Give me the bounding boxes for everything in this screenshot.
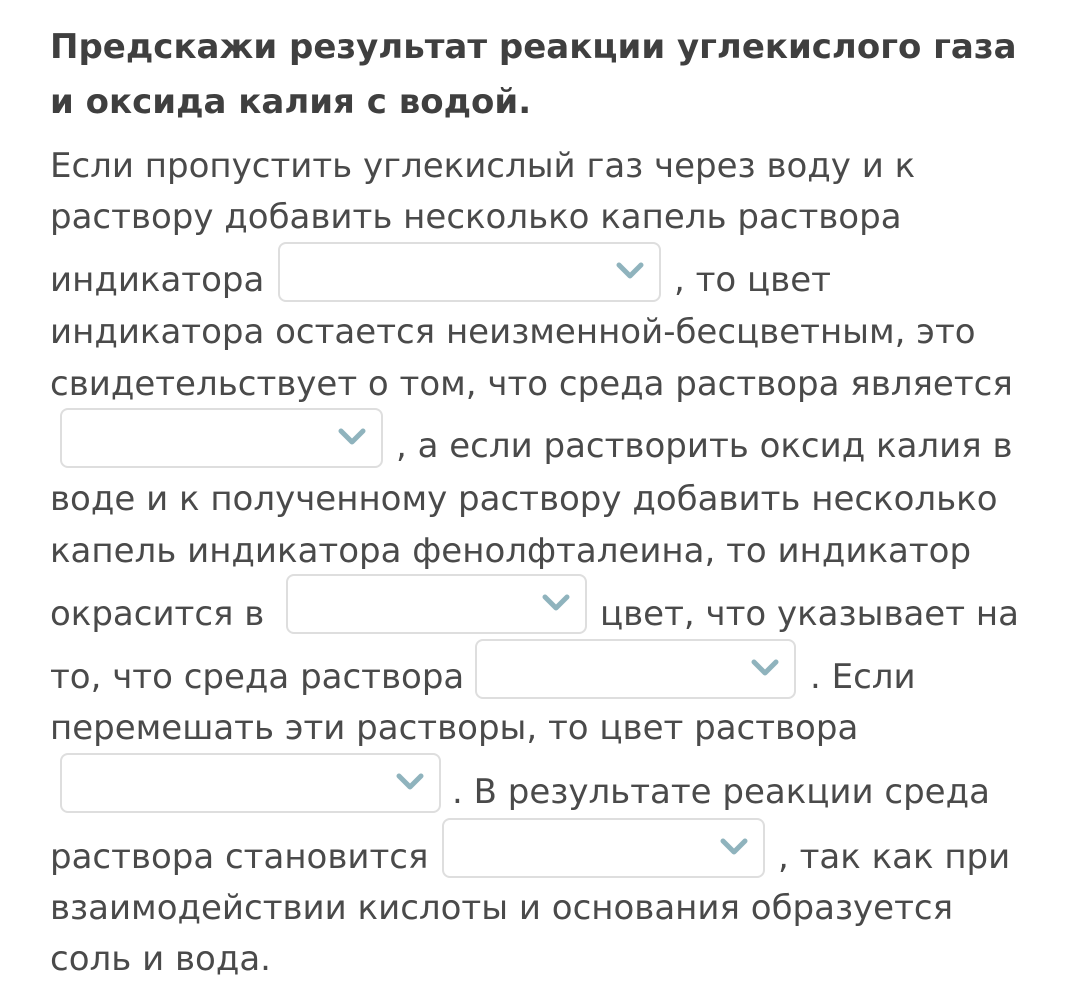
passage-line: , то цвет <box>674 260 831 300</box>
passage-line: соль и вода. <box>50 939 271 979</box>
answer-dropdown-1[interactable] <box>278 242 661 302</box>
passage-line: то, что среда раствора <box>50 657 465 697</box>
chevron-down-icon <box>395 771 425 793</box>
passage-line: индикатора <box>50 260 265 300</box>
question-title: Предскажи результат реакции углекислого газа и оксида калия с водой. <box>50 27 1017 122</box>
passage-line: Если пропустить углекислый газ через воду и к <box>50 146 916 186</box>
passage-line: свидетельствует о том, что среда раствора является <box>50 364 1013 404</box>
passage-line: цвет, что указывает на <box>600 594 1019 634</box>
passage-line: , а если растворить оксид калия в <box>396 426 1013 466</box>
chevron-down-icon <box>750 657 780 679</box>
passage-line: индикатора остается неизменной-бесцветным, это <box>50 312 976 352</box>
passage-line: . В результате реакции среда <box>452 772 990 812</box>
passage-line: раствора становится <box>50 837 429 877</box>
passage-line: воде и к полученному раствору добавить несколько <box>50 479 998 519</box>
chevron-down-icon <box>719 836 749 858</box>
passage-line: , так как при <box>778 837 1011 877</box>
passage-line: капель индикатора фенолфталеина, то индикатор <box>50 531 972 571</box>
passage-line: перемешать эти растворы, то цвет раствора <box>50 708 859 748</box>
chevron-down-icon <box>541 592 571 614</box>
answer-dropdown-3[interactable] <box>286 574 587 634</box>
passage-line: взаимодействии кислоты и основания образуется <box>50 888 954 928</box>
passage-line: . Если <box>810 657 916 697</box>
answer-dropdown-5[interactable] <box>60 753 441 813</box>
chevron-down-icon <box>615 260 645 282</box>
answer-dropdown-2[interactable] <box>60 408 383 468</box>
passage-line: раствору добавить несколько капель раствора <box>50 197 902 237</box>
passage-line: окрасится в <box>50 594 265 634</box>
chevron-down-icon <box>337 426 367 448</box>
answer-dropdown-6[interactable] <box>442 818 765 878</box>
answer-dropdown-4[interactable] <box>475 639 796 699</box>
